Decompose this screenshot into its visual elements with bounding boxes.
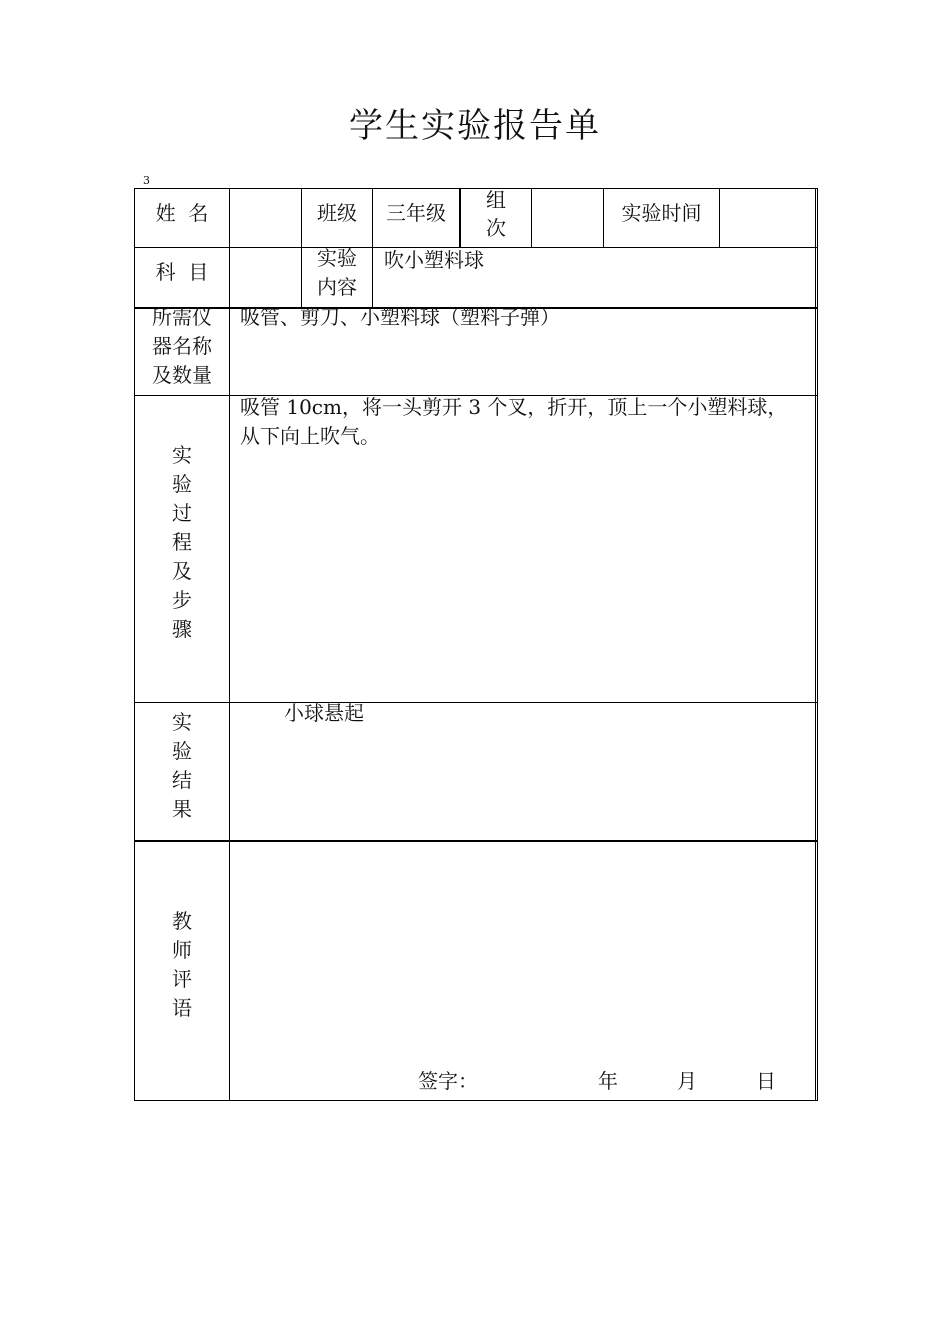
class-label: 班级 (317, 201, 357, 225)
group-label-line-2: 次 (486, 216, 506, 240)
table-border-bottom (134, 1100, 817, 1101)
process-text-line-1[interactable]: 吸管 10cm，将一头剪开 3 个叉，折开，顶上一个小塑料球， (240, 395, 788, 419)
signature-label: 签字： (418, 1069, 478, 1093)
page-title: 学生实验报告单 (349, 106, 601, 146)
comment-label-char: 语 (172, 996, 192, 1020)
process-text-line-2[interactable]: 从下向上吹气。 (240, 424, 380, 448)
process-label-char: 及 (172, 559, 192, 583)
equipment-label (135, 303, 229, 390)
table-border-right (815, 188, 816, 1101)
process-label-char: 验 (172, 472, 192, 496)
equipment-value[interactable]: 吸管、剪刀、小塑料球（塑料子弹） (240, 305, 560, 329)
process-label-char: 程 (172, 530, 192, 554)
table-border-right-outer (817, 188, 818, 1101)
result-label-char: 实 (172, 710, 192, 734)
process-label-char: 过 (172, 501, 192, 525)
equipment-label-line: 及数量 (152, 363, 212, 387)
result-value[interactable]: 小球悬起 (284, 701, 364, 725)
result-label-char: 果 (172, 797, 192, 821)
comment-label-char: 评 (172, 967, 192, 991)
row-divider-4 (134, 702, 817, 703)
name-label: 姓 名 (155, 201, 209, 225)
comment-label-char: 教 (172, 909, 192, 933)
row-divider-5 (134, 840, 817, 842)
process-label-char: 步 (172, 588, 192, 612)
month-label: 月 (677, 1069, 697, 1093)
time-label: 实验时间 (621, 201, 702, 225)
subject-label: 科 目 (155, 260, 209, 284)
process-label-char: 实 (172, 443, 192, 467)
content-label-line-1: 实验 (317, 246, 357, 270)
equipment-label-line: 所需仪 (152, 305, 212, 329)
comment-label-char: 师 (172, 938, 192, 962)
year-label: 年 (598, 1069, 618, 1093)
result-label (135, 708, 229, 824)
col-divider-time-value (719, 188, 720, 248)
content-value[interactable]: 吹小塑料球 (384, 248, 484, 272)
result-label-char: 结 (172, 768, 192, 792)
process-label (135, 441, 229, 644)
comment-label (135, 907, 229, 1023)
day-label: 日 (756, 1069, 776, 1093)
content-label-line-2: 内容 (317, 275, 357, 299)
page-number: 3 (143, 174, 150, 187)
class-value[interactable]: 三年级 (386, 201, 446, 225)
group-label-line-1: 组 (486, 188, 506, 212)
process-label-char: 骤 (172, 617, 192, 641)
label-column-divider (229, 188, 230, 1101)
equipment-label-line: 器名称 (152, 334, 212, 358)
col-divider-group-value (531, 188, 532, 248)
result-label-char: 验 (172, 739, 192, 763)
